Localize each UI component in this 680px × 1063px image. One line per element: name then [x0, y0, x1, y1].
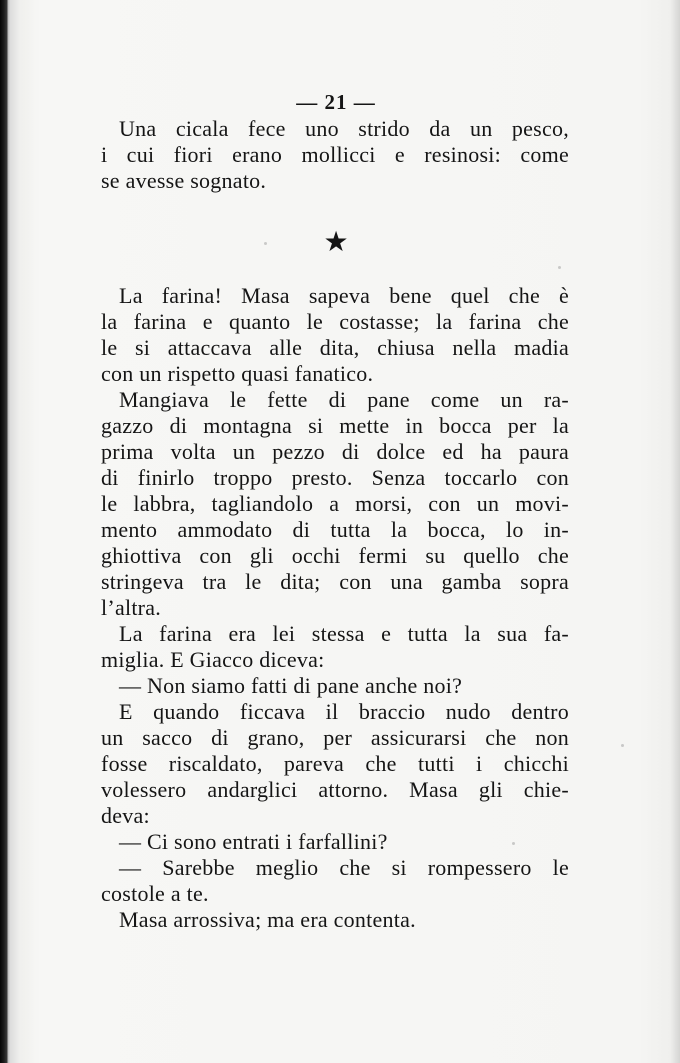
text-line: l’altra. — [101, 595, 162, 620]
text-line: con un rispetto quasi fanatico. — [101, 361, 374, 386]
text-line: le labbra, tagliandolo a morsi, con un movi- — [101, 491, 569, 516]
text-line: Masa arrossiva; ma era contenta. — [119, 907, 416, 932]
text-line: prima volta un pezzo di dolce ed ha paura — [101, 439, 569, 464]
text-line: La farina! Masa sapeva bene quel che è — [119, 283, 569, 308]
text-line: mento ammodato di tutta la bocca, lo in- — [101, 517, 569, 542]
opening-paragraph — [101, 116, 569, 194]
text-line: La farina era lei stessa e tutta la sua fa- — [119, 621, 569, 646]
text-line: — Ci sono entrati i farfallini? — [119, 829, 388, 854]
text-line: costole a te. — [101, 881, 209, 906]
paper-speck — [558, 266, 561, 269]
text-line: — Sarebbe meglio che si rompessero le — [119, 855, 569, 880]
page-number: — 21 — — [296, 90, 376, 114]
text-line: di finirlo troppo presto. Senza toccarlo con — [101, 465, 569, 490]
main-text — [101, 283, 569, 933]
text-line: un sacco di grano, per assicurarsi che non — [101, 725, 569, 750]
page-edge-shadow — [670, 0, 680, 1063]
text-line: — Non siamo fatti di pane anche noi? — [119, 673, 463, 698]
paper-speck — [512, 842, 515, 845]
text-line: gazzo di montagna si mette in bocca per la — [101, 413, 569, 438]
text-line: i cui fiori erano mollicci e resinosi: come — [101, 142, 569, 167]
text-line: deva: — [101, 803, 150, 828]
text-line: E quando ficcava il braccio nudo dentro — [119, 699, 569, 724]
text-line: Una cicala fece uno strido da un pesco, — [119, 116, 569, 141]
text-line: fosse riscaldato, pareva che tutti i chicchi — [101, 751, 569, 776]
text-line: se avesse sognato. — [101, 168, 267, 193]
text-line: la farina e quanto le costasse; la farina che — [101, 309, 569, 334]
text-line: miglia. E Giacco diceva: — [101, 647, 325, 672]
binding-edge — [0, 0, 34, 1063]
paper-speck — [264, 242, 267, 245]
text-line: stringeva tra le dita; con una gamba sopra — [101, 569, 569, 594]
text-line: Mangiava le fette di pane come un ra- — [119, 387, 569, 412]
text-line: volessero andarglici attorno. Masa gli chie- — [101, 777, 569, 802]
star-icon: ★ — [323, 225, 349, 258]
text-line: ghiottiva con gli occhi fermi su quello che — [101, 543, 569, 568]
paper-speck — [621, 744, 624, 747]
text-line: le si attaccava alle dita, chiusa nella madia — [101, 335, 569, 360]
